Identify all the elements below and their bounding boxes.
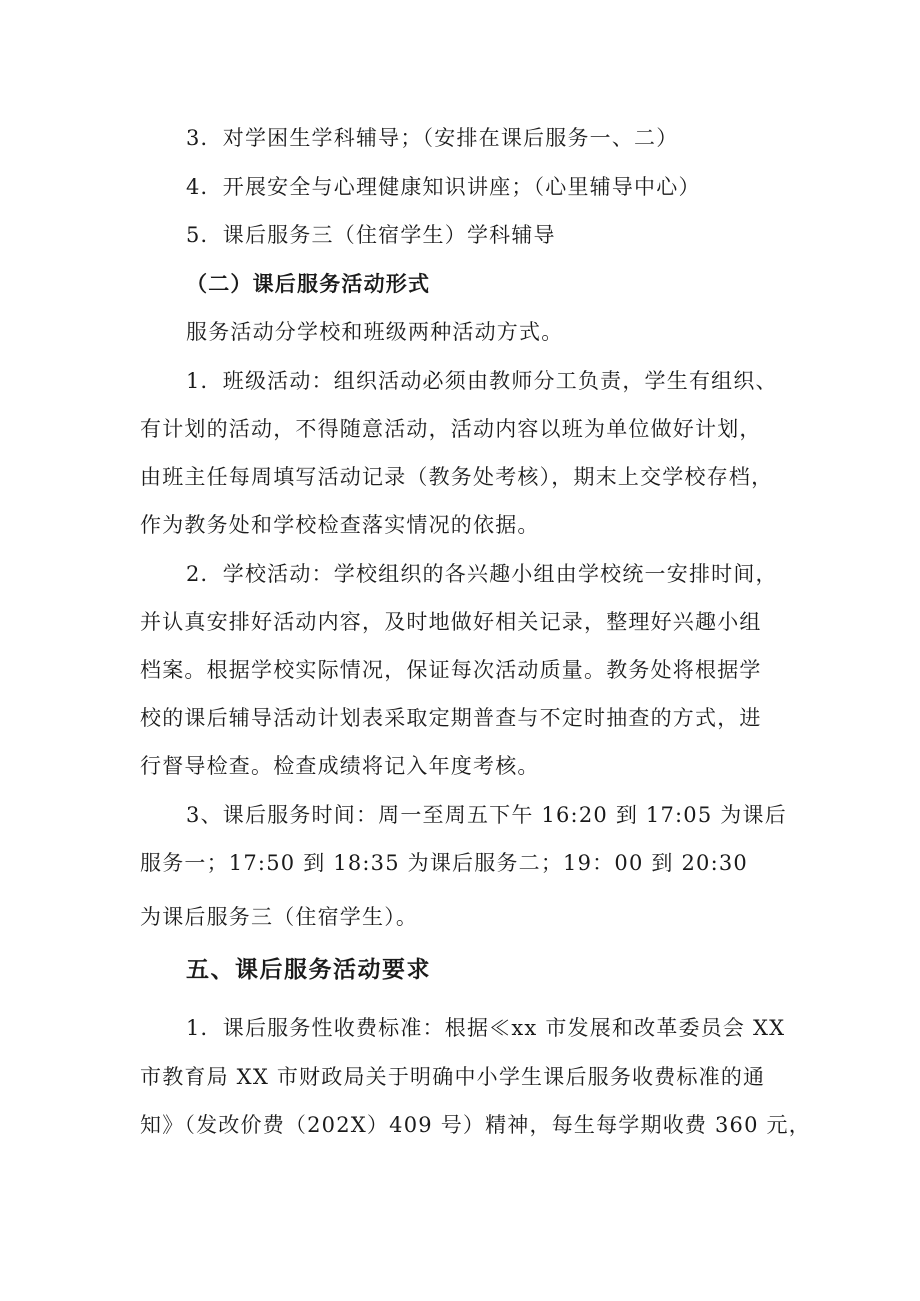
fee-standard-line-2: 市教育局 XX 市财政局关于明确中小学生课后服务收费标准的通 [140,1065,766,1089]
school-activity-line-5: 行督导检查。检查成绩将记入年度考核。 [140,754,540,778]
class-activity-line-3: 由班主任每周填写活动记录（教务处考核），期末上交学校存档， [140,465,774,489]
intro-paragraph: 服务活动分学校和班级两种活动方式。 [186,320,564,344]
service-time-line-1: 3、课后服务时间：周一至周五下午 16:20 到 17:05 为课后 [186,803,787,827]
class-activity-line-4: 作为教务处和学校检查落实情况的依据。 [140,513,540,537]
list-item-4: 4．开展安全与心理健康知识讲座；（心里辅导中心） [186,175,701,199]
school-activity-line-2: 并认真安排好活动内容，及时地做好相关记录，整理好兴趣小组 [140,610,762,634]
section-two-heading: （二）课后服务活动形式 [186,272,431,296]
class-activity-line-2: 有计划的活动，不得随意活动，活动内容以班为单位做好计划， [140,417,762,441]
fee-standard-line-1: 1．课后服务性收费标准：根据≪xx 市发展和改革委员会 XX [186,1016,786,1040]
section-five-heading: 五、课后服务活动要求 [186,957,431,983]
list-item-3: 3．对学困生学科辅导；（安排在课后服务一、二） [186,126,679,150]
school-activity-line-3: 档案。根据学校实际情况，保证每次活动质量。教务处将根据学 [140,658,762,682]
class-activity-line-1: 1．班级活动：组织活动必须由教师分工负责，学生有组织、 [186,369,778,393]
school-activity-line-1: 2．学校活动：学校组织的各兴趣小组由学校统一安排时间， [186,562,778,586]
service-time-line-3: 为课后服务三（住宿学生）。 [140,905,419,929]
list-item-5: 5．课后服务三（住宿学生）学科辅导 [186,223,556,247]
school-activity-line-4: 校的课后辅导活动计划表采取定期普查与不定时抽查的方式，进 [140,706,762,730]
fee-standard-line-3: 知》（发改价费（202X）409 号）精神，每生每学期收费 360 元， [140,1113,811,1137]
service-time-line-2: 服务一；17:50 到 18:35 为课后服务二；19：00 到 20:30 [140,851,748,875]
